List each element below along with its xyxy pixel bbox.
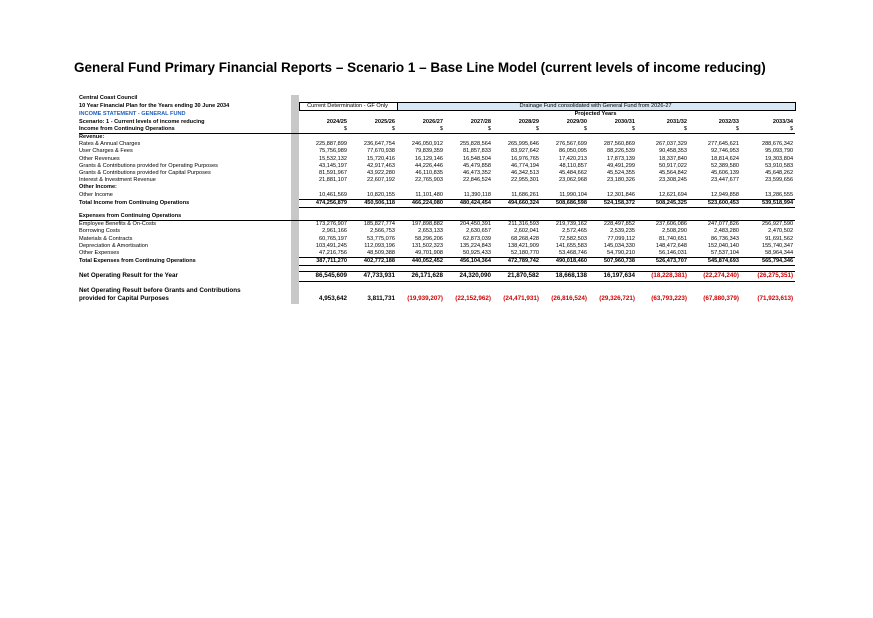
row-value: 4,953,642 [318, 295, 347, 303]
gutter [291, 272, 299, 282]
row-value: 112,093,196 [364, 242, 395, 249]
row-value: 135,224,843 [459, 242, 491, 249]
row-value: 26,171,628 [397, 272, 445, 282]
row-value: 45,524,355 [607, 170, 635, 177]
row-value: 16,197,634 [589, 272, 637, 282]
row-value: 18,814,624 [711, 155, 739, 162]
row-value: 12,949,858 [711, 191, 739, 198]
row-value: 16,548,504 [463, 155, 491, 162]
income-section-header: Income from Continuing Operations [79, 126, 291, 134]
row-value: 23,447,677 [711, 177, 739, 184]
row-label: Other Expenses [79, 250, 120, 257]
row-value: 2,602,041 [514, 228, 539, 235]
row-value: 48,110,857 [559, 162, 587, 169]
row-value: 22,607,192 [367, 177, 395, 184]
row-value: 46,110,835 [415, 170, 443, 177]
row-value: 456,104,364 [445, 258, 493, 266]
row-label: Materials & Contracts [79, 235, 133, 242]
row-value: (24,471,931) [503, 295, 539, 303]
row-label: Total Income from Continuing Operations [79, 199, 190, 206]
gutter [291, 192, 299, 200]
gutter [291, 141, 299, 148]
row-value: 15,532,132 [319, 155, 347, 162]
year-header: 2033/34 [772, 118, 794, 125]
statement-title: INCOME STATEMENT - GENERAL FUND [79, 111, 186, 118]
gutter [291, 170, 299, 177]
unit-header: $ [397, 126, 445, 134]
row-value: 53,468,746 [559, 250, 587, 257]
row-value: 86,736,343 [711, 235, 739, 242]
unit-header: $ [589, 126, 637, 134]
row-value: 75,756,989 [319, 148, 347, 155]
gutter [291, 134, 299, 142]
revenue-label: Revenue: [79, 134, 105, 140]
income-statement-table [79, 95, 796, 304]
table-row [79, 177, 795, 184]
row-value: 86,545,609 [299, 272, 349, 282]
row-value: 237,606,086 [655, 221, 687, 228]
row-value: 225,887,899 [315, 141, 347, 148]
row-value: 45,484,662 [559, 170, 587, 177]
row-value: 23,599,656 [765, 177, 794, 184]
row-label: Depreciation & Amortisation [79, 242, 149, 249]
table-row [79, 243, 795, 250]
gutter [291, 184, 299, 191]
row-value: (22,274,240) [689, 272, 741, 282]
unit-header: $ [741, 126, 795, 134]
row-value: 81,591,967 [319, 170, 347, 177]
row-value: 77,099,112 [607, 235, 635, 242]
row-value: 88,226,539 [607, 148, 635, 155]
scenario-label: Scenario: 1 - Current levels of income reducing [79, 118, 205, 125]
gutter [291, 177, 299, 184]
row-value: (26,275,351) [741, 272, 795, 282]
row-value: 267,037,329 [655, 141, 687, 148]
row-value: 17,873,139 [607, 155, 635, 162]
row-value: 185,827,774 [363, 221, 395, 228]
row-value: 22,955,301 [511, 177, 539, 184]
row-value: (18,228,381) [637, 272, 689, 282]
row-value: 91,691,562 [765, 235, 794, 242]
row-value: (71,923,613) [757, 295, 794, 303]
row-value: 81,857,833 [463, 148, 491, 155]
table-row [79, 199, 795, 207]
row-value: 288,676,342 [761, 141, 794, 148]
drainage-fund-label: Drainage Fund consolidated with General Fund from 2026-27 [397, 103, 795, 111]
row-value: 43,145,197 [319, 162, 347, 169]
table-row [79, 163, 795, 170]
row-value: 86,050,095 [559, 148, 587, 155]
row-value: 539,518,994 [741, 199, 795, 207]
table-row [79, 295, 795, 304]
gutter [291, 199, 299, 207]
row-label: Total Expenses from Continuing Operations [79, 258, 196, 265]
gutter [291, 126, 299, 134]
row-value: 265,995,646 [507, 141, 539, 148]
row-value: 2,653,133 [418, 228, 443, 235]
unit-header: $ [541, 126, 589, 134]
row-value: 46,342,513 [511, 170, 539, 177]
table-row [79, 272, 795, 282]
row-value: 387,711,270 [299, 258, 349, 266]
row-value: 49,701,908 [415, 250, 443, 257]
year-header: 2030/31 [614, 118, 635, 125]
row-value: 287,560,869 [603, 141, 635, 148]
row-value: 18,668,138 [541, 272, 589, 282]
row-value: 494,660,324 [493, 199, 541, 207]
table-row [79, 156, 795, 163]
year-header: 2024/25 [326, 118, 347, 125]
row-value: 53,910,583 [765, 162, 794, 169]
row-value: 152,040,140 [707, 242, 739, 249]
row-value: 145,034,330 [603, 242, 635, 249]
row-value: 255,828,564 [459, 141, 491, 148]
net-before-grants-label: Net Operating Result before Grants and Contributions [79, 286, 241, 294]
year-header: 2032/33 [718, 118, 739, 125]
row-value: 22,765,903 [415, 177, 443, 184]
row-value: 56,146,031 [659, 250, 687, 257]
row-value: 11,686,261 [511, 191, 539, 198]
row-value: 47,216,756 [319, 250, 347, 257]
table-row [79, 192, 795, 200]
current-determination-label: Current Determination - GF Only [299, 103, 397, 111]
row-value: 24,320,090 [445, 272, 493, 282]
row-value: 490,018,460 [541, 258, 589, 266]
row-value: 508,686,598 [541, 199, 589, 207]
row-value: 52,180,770 [511, 250, 539, 257]
row-value: 81,740,651 [659, 235, 687, 242]
row-value: 523,600,453 [689, 199, 741, 207]
row-value: 58,964,344 [765, 250, 794, 257]
row-value: (22,152,962) [455, 295, 491, 303]
row-label: User Charges & Fees [79, 148, 133, 155]
year-header: 2027/28 [470, 118, 491, 125]
org-name: Central Coast Council [79, 95, 138, 102]
table-row [79, 236, 795, 243]
row-value: 2,539,235 [610, 228, 635, 235]
gutter [291, 287, 299, 296]
table-row [79, 148, 795, 155]
row-value: 11,101,480 [415, 191, 443, 198]
row-value: 247,077,826 [707, 221, 739, 228]
row-label: Other Income [79, 191, 113, 198]
row-value: 62,873,039 [463, 235, 491, 242]
row-label: Other Revenues [79, 155, 120, 162]
row-value: 23,180,326 [607, 177, 635, 184]
table-row [79, 221, 795, 229]
row-value: 53,775,076 [367, 235, 395, 242]
row-value: 141,655,583 [555, 242, 587, 249]
row-value: 466,224,080 [397, 199, 445, 207]
row-value: 50,917,022 [659, 162, 687, 169]
row-value: 50,925,433 [463, 250, 491, 257]
row-value: 43,922,280 [367, 170, 395, 177]
expenses-section-header: Expenses from Continuing Operations [79, 213, 291, 221]
row-value: 72,582,503 [559, 235, 587, 242]
gutter [291, 148, 299, 155]
row-value: 45,606,139 [711, 170, 739, 177]
row-label: provided for Capital Purposes [79, 295, 169, 303]
row-label: Borrowing Costs [79, 228, 121, 235]
table-row [79, 250, 795, 258]
row-label: Employee Benefits & On-Costs [79, 221, 157, 228]
gutter [291, 250, 299, 258]
row-value: 17,420,213 [559, 155, 587, 162]
row-value: 42,917,463 [367, 162, 395, 169]
year-header: 2029/30 [566, 118, 587, 125]
row-value: 54,790,210 [607, 250, 635, 257]
row-value: 90,458,353 [659, 148, 687, 155]
year-header: 2031/32 [666, 118, 687, 125]
row-value: 46,473,352 [463, 170, 491, 177]
other-income-label: Other Income: [79, 184, 117, 191]
year-header: 2025/26 [374, 118, 395, 125]
row-value: 507,960,738 [589, 258, 637, 266]
row-value: 204,450,391 [459, 221, 491, 228]
row-value: 2,572,465 [562, 228, 587, 235]
row-value: 545,874,693 [689, 258, 741, 266]
row-value: 524,158,372 [589, 199, 637, 207]
row-value: 440,052,452 [397, 258, 445, 266]
row-value: 52,389,580 [711, 162, 739, 169]
row-value: 246,050,912 [411, 141, 443, 148]
row-value: 83,927,642 [511, 148, 539, 155]
row-value: 45,479,858 [463, 162, 491, 169]
row-value: (67,880,379) [703, 295, 739, 303]
plan-title: 10 Year Financial Plan for the Years ending 30 June 2034 [79, 103, 230, 110]
row-value: 197,898,882 [411, 221, 443, 228]
row-value: 47,733,931 [349, 272, 397, 282]
row-value: 12,621,694 [659, 191, 687, 198]
row-value: (63,793,223) [651, 295, 687, 303]
row-label: Net Operating Result for the Year [79, 272, 178, 280]
year-header: 2028/29 [518, 118, 539, 125]
gutter [291, 156, 299, 163]
gutter [291, 258, 299, 266]
row-value: 2,483,280 [714, 228, 739, 235]
row-value: 474,256,879 [299, 199, 349, 207]
row-value: 12,301,846 [607, 191, 635, 198]
page-title: General Fund Primary Financial Reports – Scenario 1 – Base Line Model (current levels of income reducing) [74, 60, 766, 75]
row-value: 2,630,657 [466, 228, 491, 235]
row-value: 236,647,754 [363, 141, 395, 148]
row-value: 526,473,707 [637, 258, 689, 266]
gutter [291, 213, 299, 221]
row-value: 472,789,742 [493, 258, 541, 266]
table-row [79, 170, 795, 177]
gutter [291, 236, 299, 243]
row-value: 11,390,118 [463, 191, 491, 198]
row-value: 13,286,555 [765, 191, 794, 198]
row-value: 15,720,416 [367, 155, 395, 162]
projected-years-label: Projected Years [574, 111, 617, 118]
row-label: Interest & Investment Revenue [79, 177, 156, 184]
row-label: Grants & Contributions provided for Operating Purposes [79, 162, 218, 169]
row-value: 21,881,107 [319, 177, 347, 184]
row-value: 45,648,262 [765, 170, 794, 177]
row-value: 19,303,804 [765, 155, 794, 162]
row-value: 211,316,593 [508, 221, 539, 228]
table-row [79, 258, 795, 266]
row-value: 2,961,166 [322, 228, 347, 235]
gutter [291, 243, 299, 250]
row-value: 10,820,155 [367, 191, 395, 198]
row-value: 480,424,454 [445, 199, 493, 207]
row-value: 103,491,245 [315, 242, 347, 249]
row-value: 450,506,118 [349, 199, 397, 207]
unit-header: $ [349, 126, 397, 134]
row-value: 508,245,325 [637, 199, 689, 207]
row-value: 228,497,852 [603, 221, 635, 228]
unit-header: $ [637, 126, 689, 134]
row-value: 2,470,502 [768, 228, 794, 235]
row-value: 3,811,731 [367, 295, 395, 303]
table-row [79, 228, 795, 235]
row-value: 565,794,346 [741, 258, 795, 266]
gutter [291, 228, 299, 235]
row-value: (26,816,524) [551, 295, 587, 303]
unit-header: $ [493, 126, 541, 134]
row-value: 402,772,188 [349, 258, 397, 266]
row-value: 48,509,388 [367, 250, 395, 257]
unit-header: $ [689, 126, 741, 134]
row-value: 16,976,765 [511, 155, 539, 162]
row-value: 277,645,621 [707, 141, 739, 148]
row-value: 45,564,842 [659, 170, 687, 177]
gutter [291, 119, 299, 126]
row-value: 256,927,590 [761, 221, 794, 228]
row-value: 58,296,206 [415, 235, 443, 242]
row-value: 148,472,648 [655, 242, 687, 249]
row-value: 10,461,569 [319, 191, 347, 198]
row-value: 44,226,446 [415, 162, 443, 169]
row-value: 79,839,359 [415, 148, 443, 155]
gutter [291, 295, 299, 304]
unit-header: $ [299, 126, 349, 134]
row-value: 77,670,938 [367, 148, 395, 155]
row-value: 2,566,753 [370, 228, 395, 235]
row-value: 68,268,428 [511, 235, 539, 242]
gutter [291, 103, 299, 111]
row-value: 23,308,245 [659, 177, 687, 184]
unit-header: $ [445, 126, 493, 134]
row-value: 155,740,347 [761, 242, 794, 249]
row-value: 219,739,162 [555, 221, 587, 228]
gutter [291, 111, 299, 119]
row-value: (29,326,721) [599, 295, 635, 303]
row-value: 276,567,699 [555, 141, 587, 148]
row-value: 49,491,299 [607, 162, 635, 169]
table-row [79, 141, 795, 148]
row-value: 95,093,790 [765, 148, 794, 155]
row-value: 21,870,582 [493, 272, 541, 282]
year-header: 2026/27 [422, 118, 443, 125]
row-value: 92,746,953 [711, 148, 739, 155]
row-value: 23,062,968 [559, 177, 587, 184]
gutter [291, 163, 299, 170]
row-value: (19,939,207) [407, 295, 443, 303]
row-value: 60,765,197 [319, 235, 347, 242]
income-statement-report [79, 95, 795, 304]
row-value: 18,337,840 [659, 155, 687, 162]
row-value: 57,537,104 [711, 250, 739, 257]
row-label: Grants & Contributions provided for Capital Purposes [79, 170, 211, 177]
row-value: 138,421,909 [507, 242, 539, 249]
row-value: 173,276,907 [315, 221, 347, 228]
row-value: 46,774,194 [511, 162, 539, 169]
row-value: 11,990,104 [559, 191, 587, 198]
row-value: 22,846,524 [463, 177, 491, 184]
row-value: 131,502,323 [411, 242, 443, 249]
gutter [291, 95, 299, 103]
gutter [291, 221, 299, 229]
row-value: 16,129,146 [415, 155, 443, 162]
row-value: 2,508,290 [662, 228, 687, 235]
row-label: Rates & Annual Charges [79, 141, 141, 148]
